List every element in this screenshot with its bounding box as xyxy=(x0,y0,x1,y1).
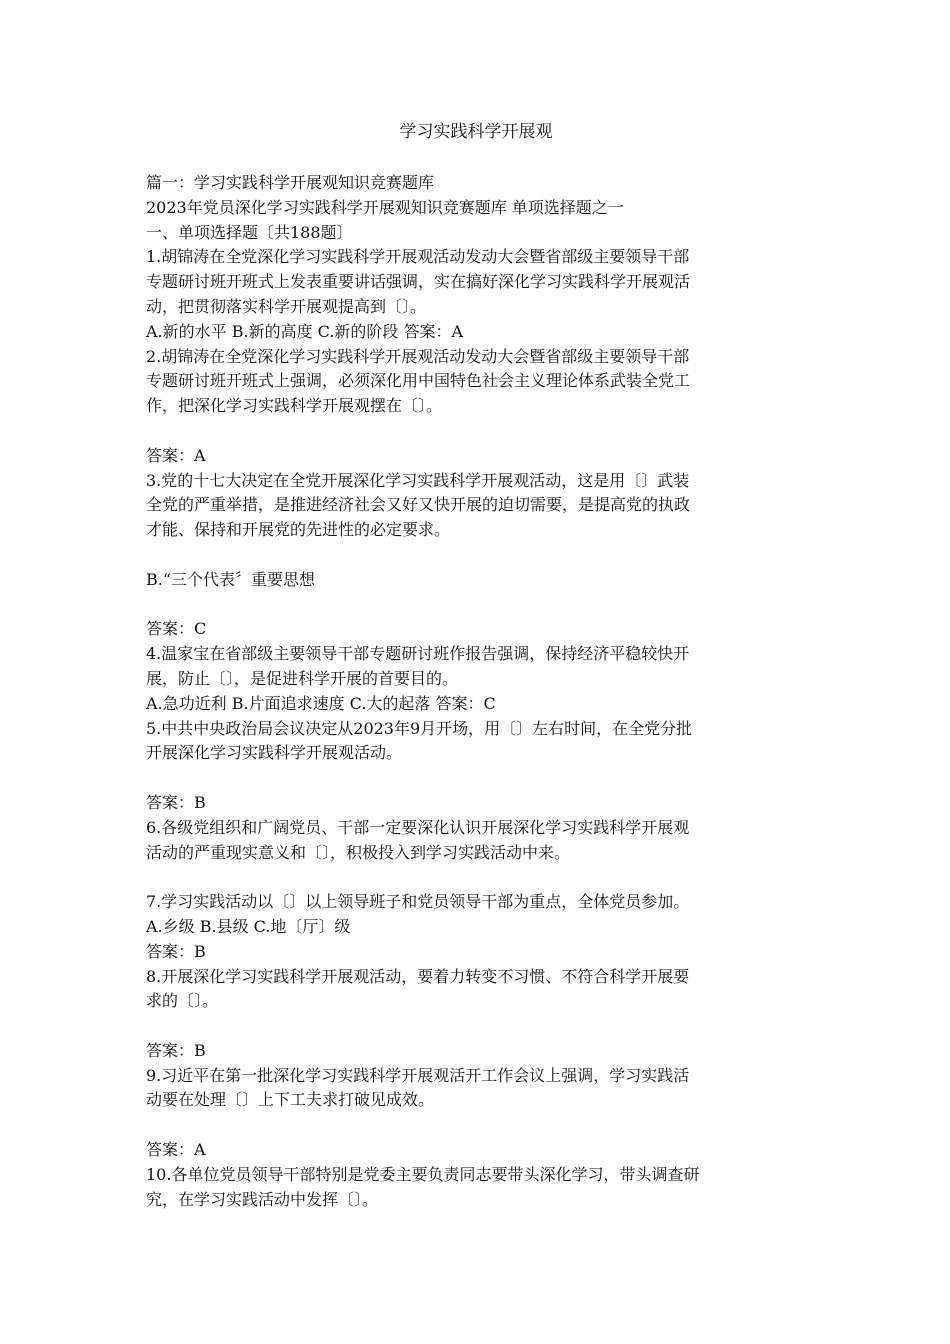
text-line: B.“三个代表〞重要思想 xyxy=(146,569,316,589)
text-line: 2023年党员深化学习实践科学开展观知识竞赛题库 单项选择题之一 xyxy=(146,197,624,217)
text-line: 3.党的十七大决定在全党开展深化学习实践科学开展观活动，这是用〔〕武装 xyxy=(146,470,690,490)
text-line: A.新的水平 B.新的高度 C.新的阶段 答案：A xyxy=(146,321,464,341)
blank-line xyxy=(146,593,806,618)
text-line: 答案：C xyxy=(146,619,207,639)
text-line: 答案：B xyxy=(146,941,206,961)
text-line: 动要在处理〔〕上下工夫求打破见成效。 xyxy=(146,1090,435,1110)
blank-line xyxy=(146,766,806,791)
text-line: 究，在学习实践活动中发挥〔〕。 xyxy=(146,1189,379,1209)
blank-line xyxy=(146,543,806,568)
text-line: 6.各级党组织和广阔党员、干部一定要深化认识开展深化学习实践科学开展观 xyxy=(146,817,690,837)
text-line: 全党的严重举措，是推进经济社会又好又快开展的迫切需要，是提高党的执政 xyxy=(146,495,691,515)
blank-line xyxy=(146,865,806,890)
text-line: 求的〔〕。 xyxy=(146,991,219,1011)
text-line: 答案：A xyxy=(146,1140,206,1160)
blank-line xyxy=(146,419,806,444)
text-line: 作，把深化学习实践科学开展观摆在〔〕。 xyxy=(146,396,443,416)
text-line: 活动的严重现实意义和〔〕，积极投入到学习实践活动中来。 xyxy=(146,842,571,862)
text-line: 1.胡锦涛在全党深化学习实践科学开展观活动发动大会暨省部级主要领导干部 xyxy=(146,247,690,267)
text-line: 答案：B xyxy=(146,792,206,812)
text-line: A.急功近利 B.片面追求速度 C.大的起落 答案：C xyxy=(146,693,496,713)
document-title: 学习实践科学开展观 xyxy=(399,122,553,142)
text-line: 9.习近平在第一批深化学习实践科学开展观活开工作会议上强调，学习实践活 xyxy=(146,1065,690,1085)
blank-line xyxy=(146,1014,806,1039)
text-line: 专题研讨班开班式上强调，必须深化用中国特色社会主义理论体系武装全党工 xyxy=(146,371,691,391)
text-line: 2.胡锦涛在全党深化学习实践科学开展观活动发动大会暨省部级主要领导干部 xyxy=(146,346,690,366)
text-line: A.乡级 B.县级 C.地〔厅〕级 xyxy=(146,916,351,936)
text-line: 才能、保持和开展党的先进性的必定要求。 xyxy=(146,520,451,540)
text-line: 10.各单位党员领导干部特别是党委主要负责同志要带头深化学习，带头调查研 xyxy=(146,1164,700,1184)
text-line: 展，防止〔〕，是促进科学开展的首要目的。 xyxy=(146,668,459,688)
blank-line xyxy=(146,1113,806,1138)
document-page xyxy=(146,120,806,1212)
text-line: 4.温家宝在省部级主要领导干部专题研讨班作报告强调，保持经济平稳较快开 xyxy=(146,644,690,664)
text-line: 5.中共中央政治局会议决定从2023年9月开场，用〔〕左右时间，在全党分批 xyxy=(146,718,693,738)
text-line: 7.学习实践活动以〔〕以上领导班子和党员领导干部为重点，全体党员参加。 xyxy=(146,892,690,912)
text-line: 答案：A xyxy=(146,445,206,465)
text-line: 8.开展深化学习实践科学开展观活动，要着力转变不习惯、不符合科学开展要 xyxy=(146,966,690,986)
text-line: 开展深化学习实践科学开展观活动。 xyxy=(146,743,403,763)
text-line: 专题研讨班开班式上发表重要讲话强调，实在搞好深化学习实践科学开展观活 xyxy=(146,272,691,292)
text-line: 一、单项选择题〔共188题〕 xyxy=(146,222,353,242)
text-line: 答案：B xyxy=(146,1040,206,1060)
document-body xyxy=(146,171,806,1212)
text-line: 动，把贯彻落实科学开展观提高到〔〕。 xyxy=(146,296,427,316)
text-line: 篇一：学习实践科学开展观知识竞赛题库 xyxy=(146,173,435,192)
